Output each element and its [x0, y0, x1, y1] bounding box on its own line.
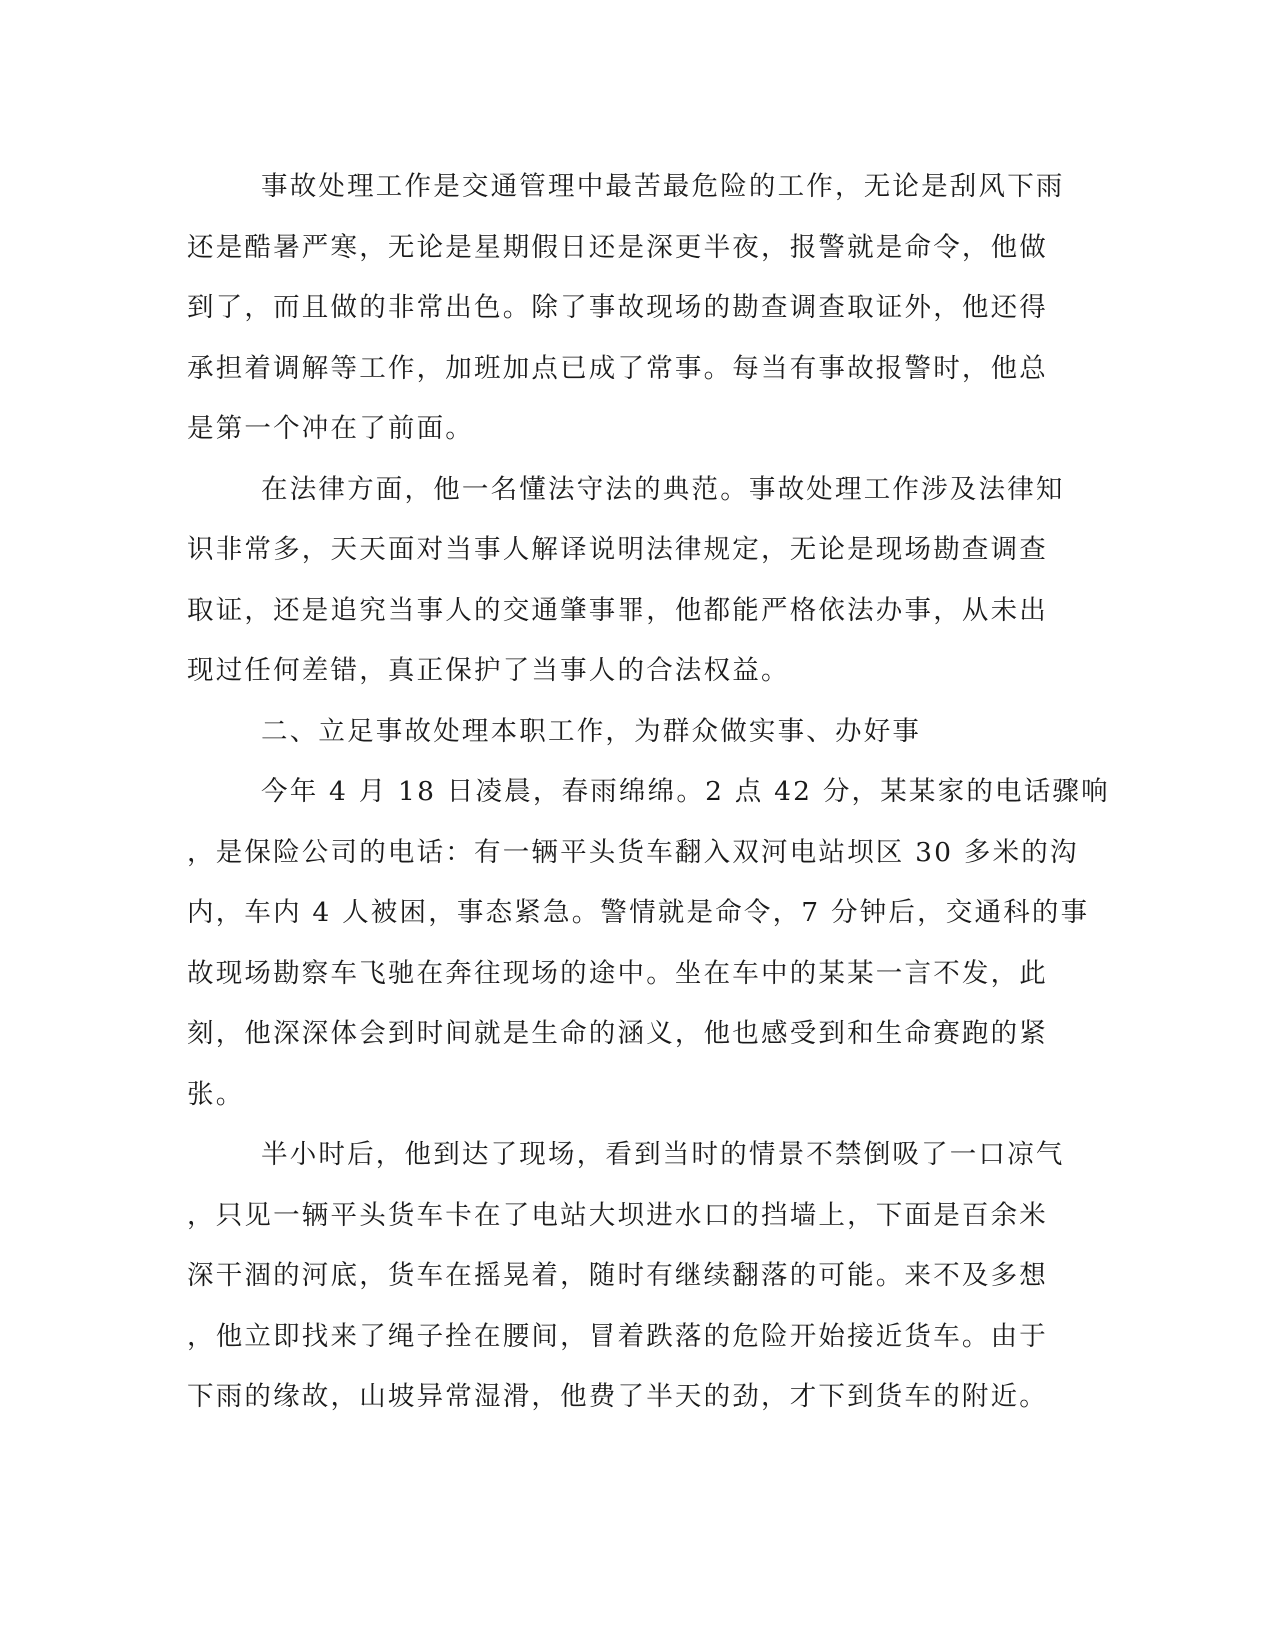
text-line: 识非常多，天天面对当事人解译说明法律规定，无论是现场勘查调查 [187, 534, 1048, 565]
text-line: 深干涸的河底，货车在摇晃着，随时有继续翻落的可能。来不及多想 [187, 1260, 1048, 1291]
text-line: 刻，他深深体会到时间就是生命的涵义，他也感受到和生命赛跑的紧 [187, 1018, 1048, 1049]
text-line: 现过任何差错，真正保护了当事人的合法权益。 [187, 655, 790, 686]
text-line: 故现场勘察车飞驰在奔往现场的途中。坐在车中的某某一言不发，此 [187, 957, 1048, 989]
text-line: 今年 4 月 18 日凌晨，春雨绵绵。2 点 42 分，某某家的电话骤响 [261, 776, 1110, 807]
text-line: 到了，而且做的非常出色。除了事故现场的勘查调查取证外，他还得 [187, 292, 1048, 323]
text-line: ，是保险公司的电话：有一辆平头货车翻入双河电站坝区 30 多米的沟 [187, 836, 1079, 868]
text-line: 半小时后，他到达了现场，看到当时的情景不禁倒吸了一口凉气 [261, 1139, 1065, 1170]
text-line: 取证，还是追究当事人的交通肇事罪，他都能严格依法办事，从未出 [187, 594, 1048, 626]
text-line: ，只见一辆平头货车卡在了电站大坝进水口的挡墙上，下面是百余米 [187, 1199, 1048, 1231]
text-line: 下雨的缘故，山坡异常湿滑，他费了半天的劲，才下到货车的附近。 [187, 1381, 1048, 1412]
section-heading: 二、立足事故处理本职工作，为群众做实事、办好事 [261, 715, 922, 747]
document-body [187, 157, 1110, 1428]
text-line: 是第一个冲在了前面。 [187, 413, 474, 444]
text-line: ，他立即找来了绳子拴在腰间，冒着跌落的危险开始接近货车。由于 [187, 1320, 1048, 1352]
text-line: 张。 [187, 1078, 245, 1110]
text-line: 事故处理工作是交通管理中最苦最危险的工作，无论是刮风下雨 [261, 171, 1065, 202]
text-line: 在法律方面，他一名懂法守法的典范。事故处理工作涉及法律知 [261, 473, 1065, 505]
text-line: 承担着调解等工作，加班加点已成了常事。每当有事故报警时，他总 [187, 352, 1048, 384]
text-line: 内，车内 4 人被困，事态紧急。警情就是命令，7 分钟后，交通科的事 [187, 897, 1090, 928]
text-line: 还是酷暑严寒，无论是星期假日还是深更半夜，报警就是命令，他做 [187, 231, 1048, 263]
